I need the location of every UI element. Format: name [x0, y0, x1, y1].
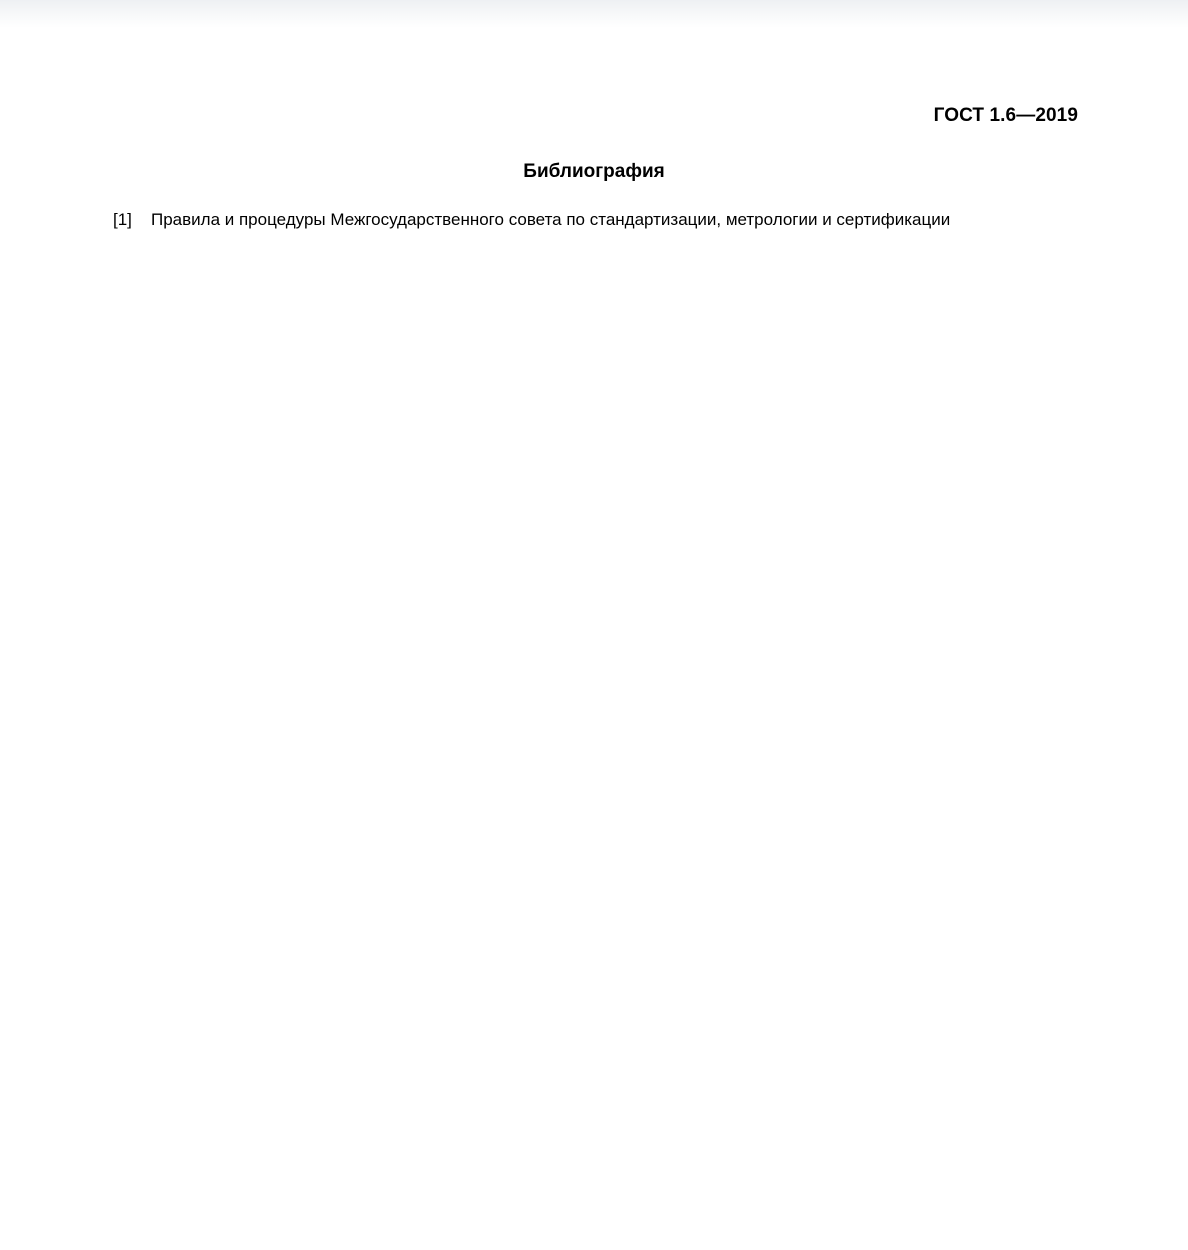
bibliography-entry-text: Правила и процедуры Межгосударственного совета по стандартизации, метрологии и сертификации: [151, 210, 951, 229]
document-code-header: ГОСТ 1.6—2019: [933, 105, 1078, 126]
bibliography-heading: Библиография: [523, 161, 665, 182]
bibliography-entry: [113, 209, 950, 231]
bibliography-entry-number: [1]: [113, 210, 132, 229]
bibliography-list: [113, 209, 950, 231]
